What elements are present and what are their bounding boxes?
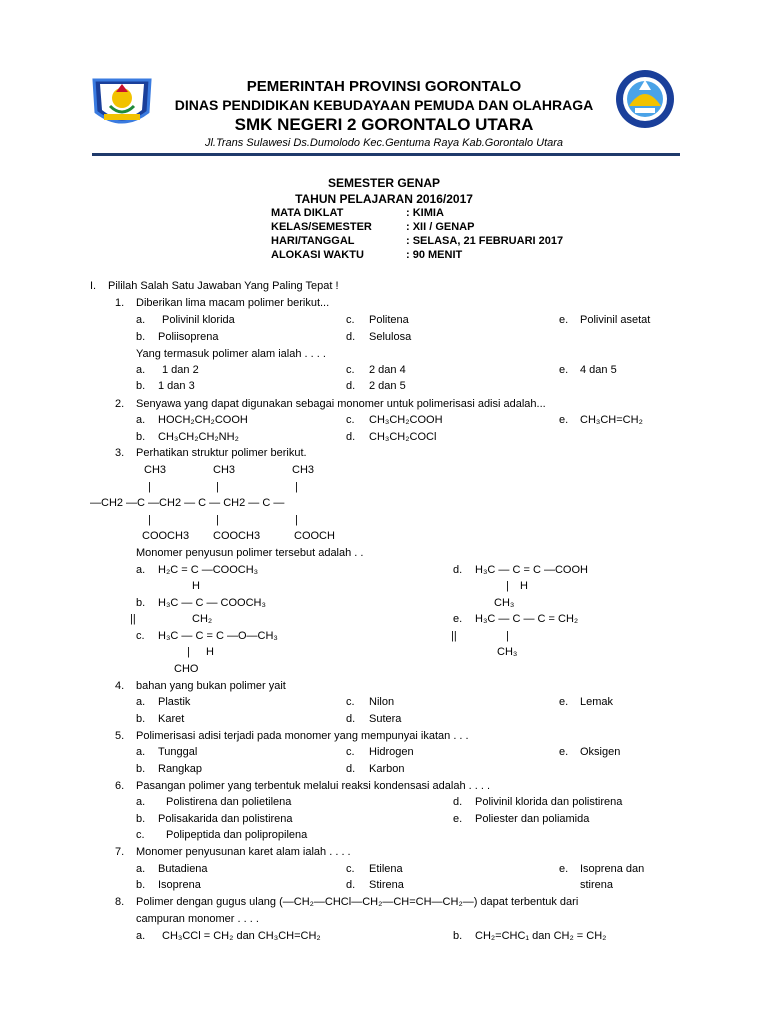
- question-number: 7.: [115, 846, 125, 858]
- option-letter: e.: [559, 414, 569, 426]
- option-text: Sutera: [369, 713, 402, 725]
- question-number: 3.: [115, 447, 125, 459]
- question-text: Diberikan lima macam polimer berikut...: [136, 297, 330, 309]
- option-letter: e.: [559, 746, 569, 758]
- option-text: H₃C — C = C —COOH: [475, 564, 588, 576]
- option-letter: b.: [136, 597, 146, 609]
- option-letter: a.: [136, 564, 146, 576]
- option-text: CH₃CH₂COOH: [369, 414, 443, 426]
- option-letter: e.: [559, 696, 569, 708]
- question-text: Perhatikan struktur polimer berikut.: [136, 447, 307, 459]
- option-letter: a.: [136, 863, 146, 875]
- list-item: Selulosa: [369, 331, 412, 343]
- option-bond: |: [506, 630, 509, 642]
- option-letter: c.: [136, 630, 145, 642]
- option-text: H₃C — C = C —O—CH₃: [158, 630, 278, 642]
- option-letter: c.: [346, 414, 355, 426]
- question-text: bahan yang bukan polimer yait: [136, 680, 286, 692]
- exam-field-value: : 90 MENIT: [406, 249, 463, 261]
- option-letter: a.: [136, 696, 146, 708]
- structure-chain: —CH2 —C —CH2 — C — CH2 — C —: [90, 497, 285, 509]
- option-text: 1 dan 2: [162, 364, 199, 376]
- option-text: Hidrogen: [369, 746, 414, 758]
- option-letter: a.: [136, 364, 146, 376]
- option-letter: b.: [136, 331, 146, 343]
- question-text: Polimerisasi adisi terjadi pada monomer yang mempunyai ikatan . . .: [136, 730, 469, 742]
- option-text: Plastik: [158, 696, 191, 708]
- option-substituent: H: [520, 580, 528, 592]
- option-letter: b.: [136, 763, 146, 775]
- list-item: Poliisoprena: [158, 331, 219, 343]
- option-letter: a.: [136, 414, 146, 426]
- exam-field-label: ALOKASI WAKTU: [271, 249, 364, 261]
- header-government: PEMERINTAH PROVINSI GORONTALO: [246, 78, 522, 95]
- option-letter: a.: [136, 930, 146, 942]
- option-letter: c.: [346, 314, 355, 326]
- option-letter: d.: [453, 796, 463, 808]
- option-text: Polisakarida dan polistirena: [158, 813, 293, 825]
- header-address: Jl.Trans Sulawesi Ds.Dumolodo Kec.Gentuma Raya Kab.Gorontalo Utara: [204, 137, 564, 149]
- option-text: H₂C = C —COOCH₃: [158, 564, 259, 576]
- option-text: Isoprena dan: [580, 863, 645, 875]
- question-text: campuran monomer . . . .: [136, 913, 259, 925]
- option-text: Karet: [158, 713, 185, 725]
- option-text: Tunggal: [158, 746, 198, 758]
- question-stem: Yang termasuk polimer alam ialah . . . .: [136, 348, 326, 360]
- list-item: Politena: [369, 314, 409, 326]
- option-text: 4 dan 5: [580, 364, 617, 376]
- option-letter: b.: [136, 713, 146, 725]
- option-letter: d.: [346, 380, 356, 392]
- option-text: Polistirena dan polietilena: [166, 796, 292, 808]
- structure-group: COOCH3: [142, 530, 190, 542]
- question-text: Senyawa yang dapat digunakan sebagai monomer untuk polimerisasi adisi adalah...: [136, 398, 546, 410]
- option-letter: e.: [453, 813, 463, 825]
- option-text: Stirena: [369, 879, 404, 891]
- structure-group: COOCH: [294, 530, 335, 542]
- option-bond: |: [187, 646, 190, 658]
- option-letter: d.: [453, 564, 463, 576]
- option-text: Lemak: [580, 696, 614, 708]
- option-text: Polivinil klorida dan polistirena: [475, 796, 623, 808]
- option-substituent: H: [206, 646, 214, 658]
- option-text: 2 dan 4: [369, 364, 406, 376]
- exam-field-value: : XII / GENAP: [406, 221, 475, 233]
- list-item: Polivinil klorida: [162, 314, 235, 326]
- option-letter: b.: [453, 930, 463, 942]
- option-text: Polipeptida dan polipropilena: [166, 829, 308, 841]
- option-text: Nilon: [369, 696, 395, 708]
- question-number: 5.: [115, 730, 125, 742]
- exam-field-value: : SELASA, 21 FEBRUARI 2017: [406, 235, 564, 247]
- option-text: stirena: [580, 879, 614, 891]
- exam-field-label: HARI/TANGGAL: [271, 235, 355, 247]
- option-text: CH₃CH₂COCl: [369, 431, 437, 443]
- structure-bond: |: [148, 481, 151, 493]
- question-number: 8.: [115, 896, 125, 908]
- exam-field-label: KELAS/SEMESTER: [271, 221, 372, 233]
- option-letter: d.: [346, 763, 356, 775]
- question-text: Monomer penyusunan karet alam ialah . . . .: [136, 846, 351, 858]
- option-text: Rangkap: [158, 763, 203, 775]
- option-double-bond: ||: [130, 613, 136, 625]
- exam-field-label: MATA DIKLAT: [271, 207, 344, 219]
- option-letter: d.: [346, 713, 356, 725]
- option-text: Isoprena: [158, 879, 201, 891]
- exam-field-value: : KIMIA: [406, 207, 444, 219]
- option-text: 2 dan 5: [369, 380, 406, 392]
- option-letter: b.: [136, 431, 146, 443]
- option-letter: b.: [136, 813, 146, 825]
- question-text: Polimer dengan gugus ulang (—CH₂—CHCl—CH₂—CH=CH—CH₂—) dapat terbentuk dari: [136, 896, 579, 908]
- option-text: CH₃CH=CH₂: [580, 414, 643, 426]
- option-substituent: CH₃: [494, 597, 515, 609]
- option-text: Poliester dan poliamida: [475, 813, 590, 825]
- option-text: Etilena: [369, 863, 403, 875]
- option-letter: d.: [346, 431, 356, 443]
- question-number: 4.: [115, 680, 125, 692]
- option-text: Butadiena: [158, 863, 208, 875]
- section-number: I.: [90, 280, 97, 292]
- option-text: Karbon: [369, 763, 405, 775]
- option-letter: d.: [346, 879, 356, 891]
- option-bond: |: [506, 580, 509, 592]
- structure-bond: |: [295, 481, 298, 493]
- option-text: H₃C — C — COOCH₃: [158, 597, 266, 609]
- question-number: 1.: [115, 297, 125, 309]
- option-letter: a.: [136, 796, 146, 808]
- option-letter: d.: [346, 331, 356, 343]
- exam-year: TAHUN PELAJARAN 2016/2017: [295, 192, 473, 206]
- option-substituent: CH₂: [192, 613, 213, 625]
- structure-bond: |: [216, 514, 219, 526]
- header-divider: [92, 153, 680, 156]
- option-letter: c.: [346, 863, 355, 875]
- option-text: HOCH₂CH₂COOH: [158, 414, 248, 426]
- option-letter: c.: [136, 829, 145, 841]
- section-title: Pililah Salah Satu Jawaban Yang Paling Tepat !: [108, 280, 339, 292]
- structure-group: CH3: [144, 464, 167, 476]
- option-text: H₃C — C — C = CH₂: [475, 613, 579, 625]
- question-number: 6.: [115, 780, 125, 792]
- question-stem: Monomer penyusun polimer tersebut adalah . .: [136, 547, 364, 559]
- structure-bond: |: [216, 481, 219, 493]
- option-text: 1 dan 3: [158, 380, 195, 392]
- option-text: CH₂=CHC₁ dan CH₂ = CH₂: [475, 930, 607, 942]
- option-letter: e.: [559, 863, 569, 875]
- question-number: 2.: [115, 398, 125, 410]
- option-letter: c.: [346, 364, 355, 376]
- option-double-bond: ||: [451, 630, 457, 642]
- structure-bond: |: [295, 514, 298, 526]
- option-letter: c.: [346, 746, 355, 758]
- structure-group: CH3: [213, 464, 236, 476]
- header-school: SMK NEGERI 2 GORONTALO UTARA: [234, 115, 534, 134]
- header-department: DINAS PENDIDIKAN KEBUDAYAAN PEMUDA DAN OLAHRAGA: [174, 97, 594, 113]
- structure-bond: |: [148, 514, 151, 526]
- option-letter: e.: [453, 613, 463, 625]
- question-text: Pasangan polimer yang terbentuk melalui reaksi kondensasi adalah . . . .: [136, 780, 491, 792]
- option-substituent: CHO: [174, 663, 199, 675]
- option-letter: b.: [136, 380, 146, 392]
- option-substituent: CH₃: [497, 646, 518, 658]
- option-text: Oksigen: [580, 746, 621, 758]
- option-letter: e.: [559, 314, 569, 326]
- option-text: CH₃CCl = CH₂ dan CH₃CH=CH₂: [162, 930, 321, 942]
- option-letter: a.: [136, 746, 146, 758]
- exam-semester: SEMESTER GENAP: [327, 176, 441, 190]
- option-letter: a.: [136, 314, 146, 326]
- list-item: Polivinil asetat: [580, 314, 651, 326]
- option-letter: e.: [559, 364, 569, 376]
- structure-group: CH3: [292, 464, 315, 476]
- option-letter: c.: [346, 696, 355, 708]
- option-substituent: H: [192, 580, 200, 592]
- option-letter: b.: [136, 879, 146, 891]
- structure-group: COOCH3: [213, 530, 261, 542]
- option-text: CH₃CH₂CH₂NH₂: [158, 431, 239, 443]
